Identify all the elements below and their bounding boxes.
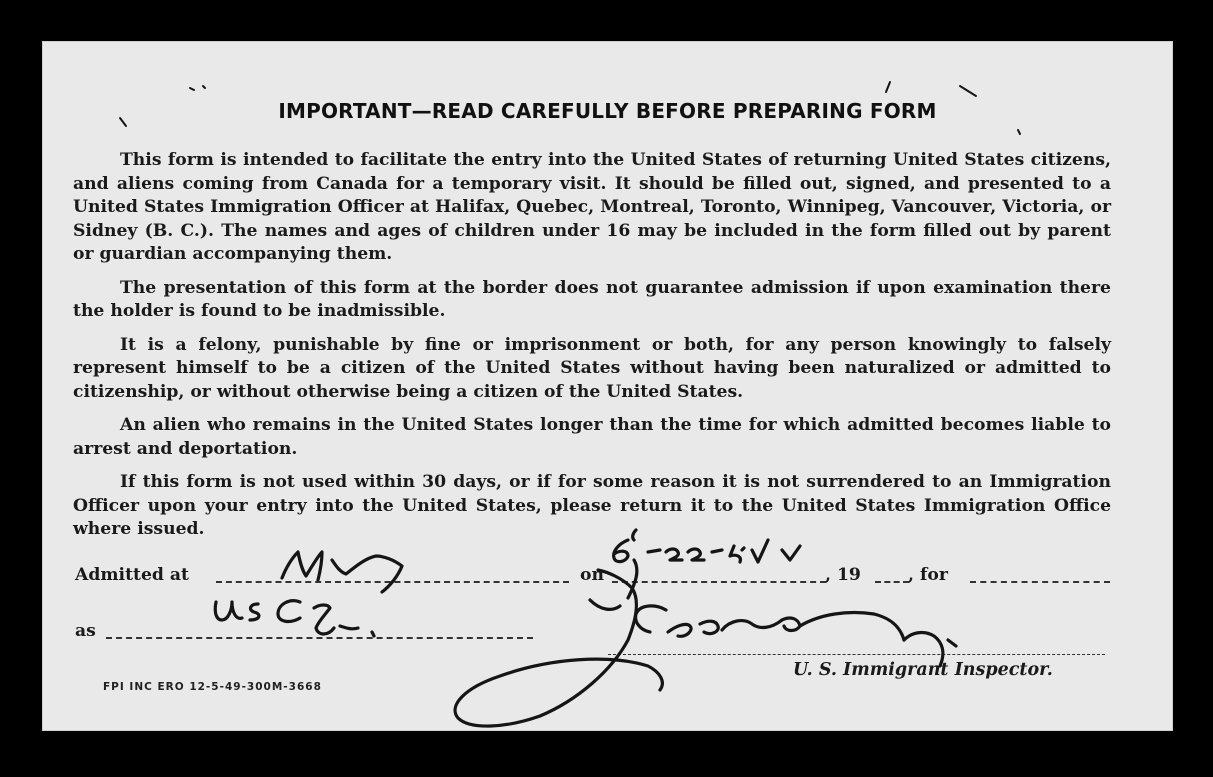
instructions-paragraph: This form is intended to facilitate the entry into the United States of returning United States citizens, and aliens coming from Canada for a temporary visit. It should be filled out, signed, and presented to a United States Immigration Officer at Halifax, Quebec, Montreal, Toronto, Winnipeg, Vancouver, Victoria, or Sidney (B. C.). The names and ages of children under 16 may be included in the form filled out by parent or guardian accompanying them. — [73, 150, 1111, 264]
year-prefix-label: , 19 — [825, 565, 861, 585]
inspector-caption: U. S. Immigrant Inspector. — [793, 660, 1053, 680]
instructions-text — [73, 149, 1111, 552]
admitted-as-label: as — [75, 621, 96, 641]
duration-field[interactable] — [970, 581, 1110, 583]
date-field[interactable] — [612, 581, 826, 583]
printer-code: FPI INC ERO 12-5-49-300M-3668 — [103, 681, 322, 693]
instructions-paragraph: If this form is not used within 30 days, or if for some reason it is not surrendered to an Immigration Officer upon your entry into the United States, please return it to the United States Immigration Office where issued. — [73, 472, 1111, 539]
admitted-at-label: Admitted at — [75, 565, 189, 585]
admitted-at-field[interactable] — [216, 581, 569, 583]
date-on-label: on — [580, 565, 604, 585]
form-heading: IMPORTANT—READ CAREFULLY BEFORE PREPARING FORM — [278, 99, 937, 123]
instructions-paragraph: The presentation of this form at the border does not guarantee admission if upon examination there the holder is found to be inadmissible. — [73, 277, 1111, 321]
form-card — [42, 41, 1173, 731]
signature-line[interactable] — [608, 654, 1105, 655]
instructions-paragraph: An alien who remains in the United States longer than the time for which admitted becomes liable to arrest and deportation. — [73, 415, 1111, 459]
admitted-as-field[interactable] — [106, 637, 533, 639]
year-field[interactable] — [875, 581, 909, 583]
for-label: , for — [908, 565, 948, 585]
instructions-paragraph: It is a felony, punishable by fine or imprisonment or both, for any person knowingly to falsely represent himself to be a citizen of the United States without having been naturalized or admitted to citizenship, or without otherwise being a citizen of the United States. — [73, 334, 1111, 402]
